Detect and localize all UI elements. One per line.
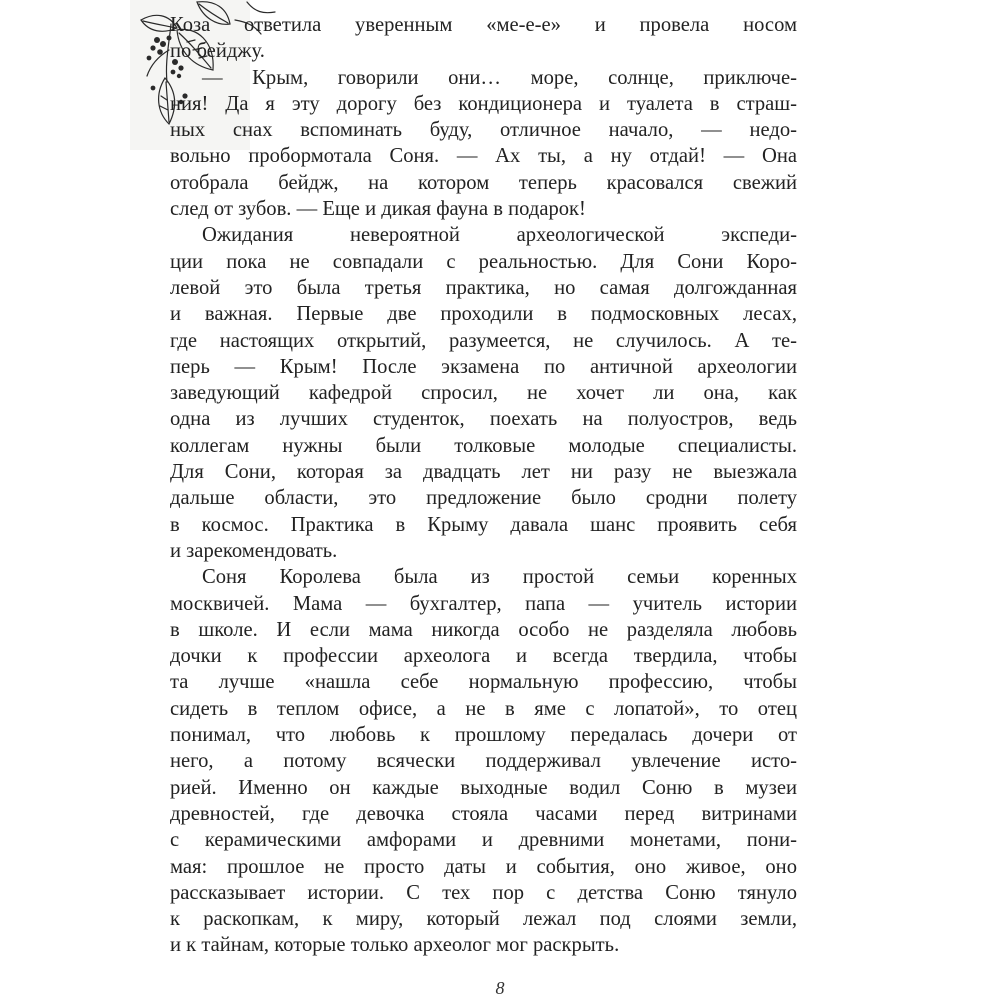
text-line: рией. Именно он каждые выходные водил Соню в музеи <box>170 776 797 799</box>
text-line: понимал, что любовь к прошлому передалась дочери от <box>170 724 797 747</box>
page-number: 8 <box>495 978 505 998</box>
text-line: где настоящих открытий, разумеется, не случилось. А те- <box>170 329 797 352</box>
body-text <box>170 12 797 959</box>
text-line: коллегам нужны были толковые молодые специалисты. <box>170 434 797 457</box>
text-line: — Крым, говорили они… море, солнце, приключе- <box>202 66 797 89</box>
text-line: дальше области, это предложение было сродни полету <box>170 487 797 510</box>
text-line: ных снах вспоминать буду, отличное начало, — недо- <box>170 119 797 142</box>
text-line: дочки к профессии археолога и всегда твердила, чтобы <box>170 645 797 668</box>
text-line: москвичей. Мама — бухгалтер, папа — учитель истории <box>170 592 797 615</box>
text-line: Ожидания невероятной археологической экспеди- <box>202 224 797 247</box>
text-line: Для Сони, которая за двадцать лет ни разу не выезжала <box>170 461 797 484</box>
text-line: по бейджу. <box>170 40 265 63</box>
text-line: отобрала бейдж, на котором теперь красовался свежий <box>170 171 797 194</box>
text-line: рассказывает истории. С тех пор с детства Соню тянуло <box>170 881 797 904</box>
text-line: него, а потому всячески поддерживал увлечение исто- <box>170 750 797 773</box>
text-line: след от зубов. — Еще и дикая фауна в подарок! <box>170 198 586 221</box>
text-line: левой это была третья практика, но самая долгожданная <box>170 276 797 299</box>
text-line: древностей, где девочка стояла часами перед витринами <box>170 802 797 825</box>
text-line: перь — Крым! После экзамена по античной археологии <box>170 355 797 378</box>
text-line: к раскопкам, к миру, который лежал под слоями земли, <box>170 908 797 931</box>
text-line: в космос. Практика в Крыму давала шанс проявить себя <box>170 513 797 536</box>
text-line: сидеть в теплом офисе, а не в яме с лопатой», то отец <box>170 697 797 720</box>
text-line: заведующий кафедрой спросил, не хочет ли она, как <box>170 382 797 405</box>
text-line: и зарекомендовать. <box>170 539 338 562</box>
text-line: Коза ответила уверенным «ме-е-е» и провела носом <box>170 14 797 36</box>
text-line: ния! Да я эту дорогу без кондиционера и туалета в страш- <box>170 92 797 115</box>
text-line: та лучше «нашла себе нормальную профессию, чтобы <box>170 671 797 694</box>
text-line: мая: прошлое не просто даты и события, оно живое, оно <box>170 855 797 878</box>
text-line: одна из лучших студенток, поехать на полуостров, ведь <box>170 408 797 431</box>
text-line: с керамическими амфорами и древними монетами, пони- <box>170 829 797 852</box>
text-line: и к тайнам, которые только археолог мог раскрыть. <box>170 934 620 957</box>
text-line: Соня Королева была из простой семьи коренных <box>202 566 797 589</box>
text-line: и важная. Первые две проходили в подмосковных лесах, <box>170 303 797 326</box>
text-line: в школе. И если мама никогда особо не разделяла любовь <box>170 618 797 641</box>
text-line: ции пока не совпадали с реальностью. Для Сони Коро- <box>170 250 797 273</box>
text-line: вольно пробормотала Соня. — Ах ты, а ну отдай! — Она <box>170 145 797 168</box>
